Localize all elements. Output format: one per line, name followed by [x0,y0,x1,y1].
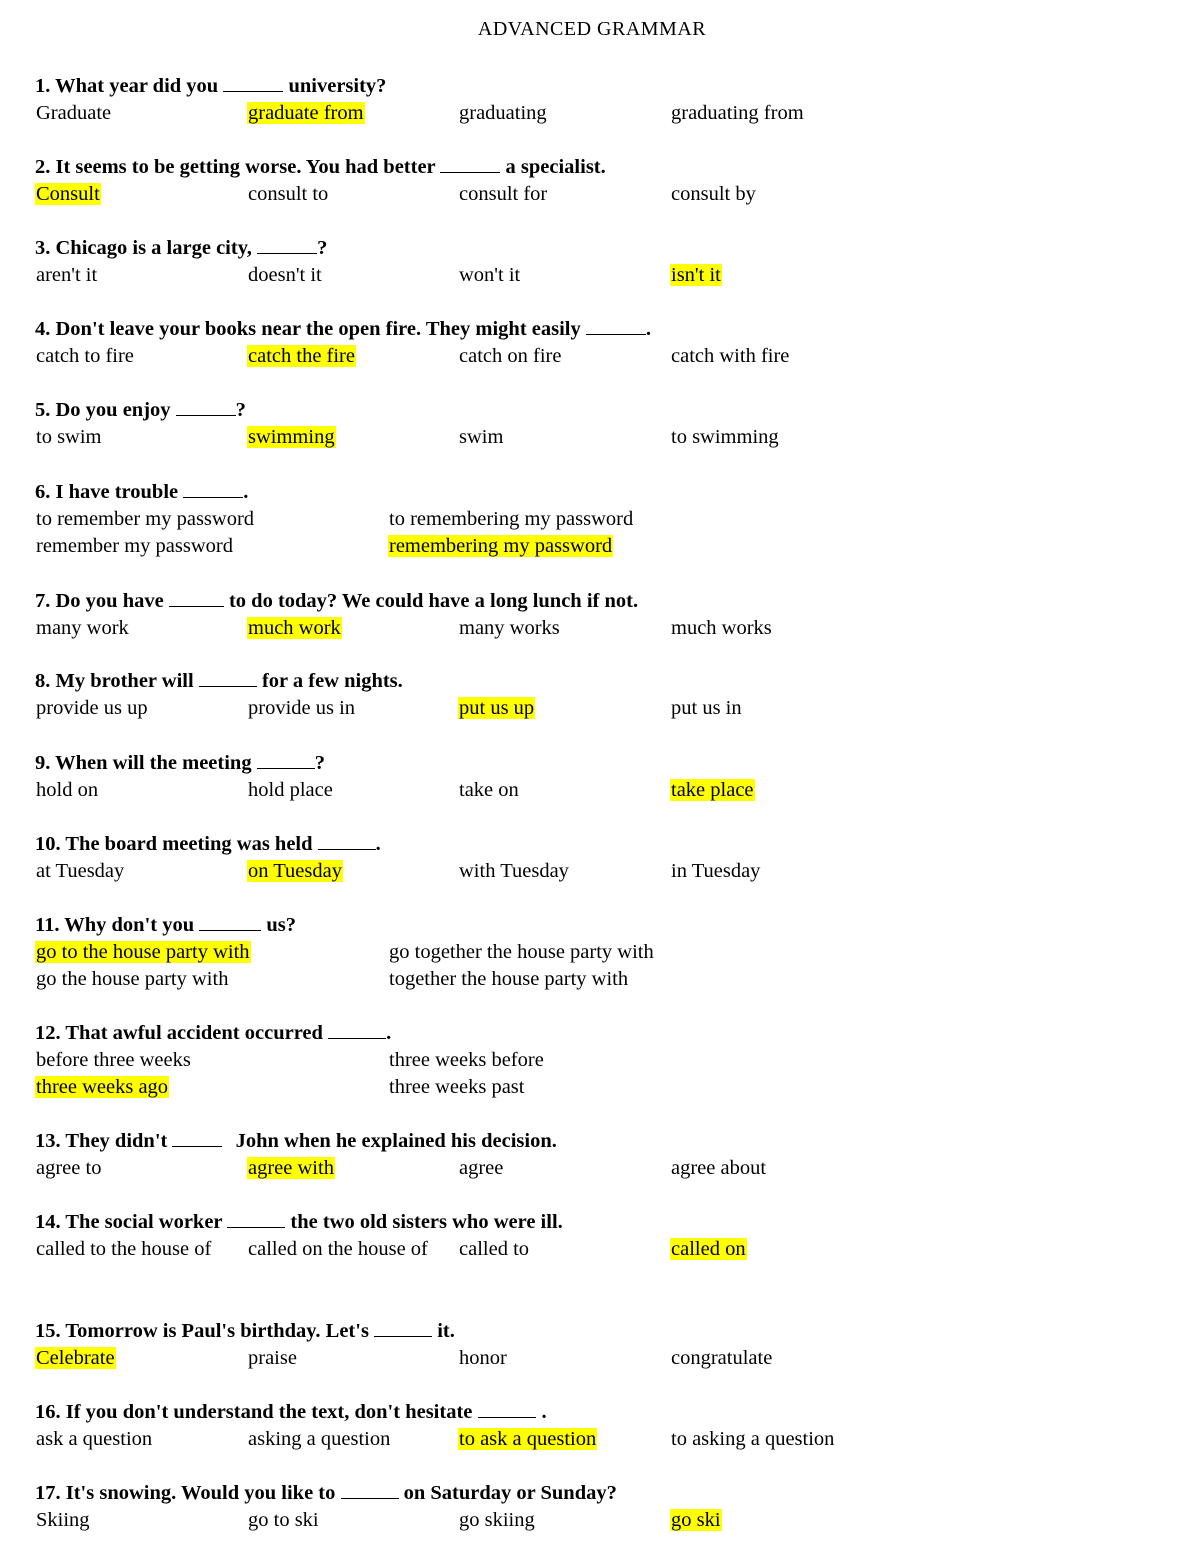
option-label: ask a question [36,1428,153,1450]
option [35,1047,192,1074]
option [670,1345,773,1372]
option-label: take on [459,779,519,801]
option [35,1155,102,1182]
option-row [35,506,1155,533]
option [247,1507,320,1534]
question-stem [35,1480,1155,1507]
question-text-end: . [375,833,381,855]
answer-blank [257,750,315,769]
option-correct [670,1507,722,1534]
question-text-start: 16. If you don't understand the text, don't hesitate [35,1401,478,1423]
option-label: Celebrate [36,1347,115,1369]
option-label: on Tuesday [248,860,342,882]
question-stem [35,73,1155,100]
option-label: before three weeks [36,1049,191,1071]
answer-blank [478,1399,536,1418]
option [247,695,356,722]
question-stem [35,750,1155,777]
question-stem [35,668,1155,695]
option-label: together the house party with [389,968,629,990]
question-text-end: . [645,318,651,340]
question-14 [35,1209,1155,1263]
question-11 [35,912,1155,993]
answer-blank [199,668,257,687]
option-row [35,1155,1155,1182]
question-text-start: 9. When will the meeting [35,752,257,774]
question-15 [35,1318,1155,1372]
option-correct [247,100,365,127]
option-label: go to the house party with [36,941,250,963]
answer-blank [586,316,646,335]
question-text-start: 13. They didn't [35,1130,173,1152]
option-label: hold place [248,779,333,801]
answer-blank [227,1209,285,1228]
question-text-end: ? [317,237,328,259]
option-label: much works [671,617,772,639]
option [388,966,629,993]
question-stem [35,831,1155,858]
option [35,1236,212,1263]
option-label: Graduate [36,102,112,124]
option-label: catch on fire [459,345,562,367]
question-text-start: 15. Tomorrow is Paul's birthday. Let's [35,1320,375,1342]
option-label: graduating from [671,102,804,124]
option-label: graduate from [248,102,364,124]
option-label: with Tuesday [459,860,569,882]
option-label: hold on [36,779,99,801]
option [35,506,255,533]
option-label: graduating [459,102,547,124]
option [458,1155,504,1182]
option-correct [670,1236,747,1263]
option-label: to swimming [671,426,779,448]
option [388,1047,545,1074]
question-text-end: on Saturday or Sunday? [398,1482,617,1504]
answer-blank [176,397,236,416]
option-label: catch with fire [671,345,790,367]
option [247,262,323,289]
option-label: praise [248,1347,297,1369]
question-text-end: it. [432,1320,455,1342]
question-16 [35,1399,1155,1453]
question-stem [35,1399,1155,1426]
option-label: at Tuesday [36,860,125,882]
option [35,100,112,127]
option-label: put us in [671,697,742,719]
option-label: remembering my password [389,535,613,557]
option-label: called on the house of [248,1238,428,1260]
option-row [35,1507,1155,1534]
answer-blank [341,1480,399,1499]
question-text-end: us? [261,914,297,936]
option [35,343,135,370]
question-stem [35,1209,1155,1236]
option-row [35,695,1155,722]
option-label: three weeks ago [36,1076,169,1098]
option-label: Consult [36,183,100,205]
question-stem [35,912,1155,939]
question-stem [35,588,1155,615]
option-label: go skiing [459,1509,535,1531]
question-text-end: university? [283,75,387,97]
option-label: swim [459,426,504,448]
option [247,1236,429,1263]
question-5 [35,397,1155,451]
option-correct [670,262,722,289]
option-correct [458,695,535,722]
option-label: to ask a question [459,1428,597,1450]
option [458,1345,508,1372]
option [458,1236,530,1263]
option-row [35,343,1155,370]
option [35,424,103,451]
answer-blank [169,588,224,607]
option [35,1426,153,1453]
option [35,695,149,722]
option [35,262,98,289]
question-text-end: . [541,1401,547,1423]
option-label: consult by [671,183,756,205]
option-row [35,1047,1155,1074]
option-correct [247,343,356,370]
option-label: three weeks before [389,1049,544,1071]
option [388,1074,525,1101]
option-label: called on [671,1238,746,1260]
option [247,1426,391,1453]
question-stem [35,154,1155,181]
question-13 [35,1128,1155,1182]
answer-blank [199,912,261,931]
option-row [35,777,1155,804]
question-text-start: 5. Do you enjoy [35,399,176,421]
question-8 [35,668,1155,722]
option-label: provide us up [36,697,148,719]
option-label: go to ski [248,1509,319,1531]
option-label: to remember my password [36,508,255,530]
option-row [35,966,1155,993]
option-correct [35,1345,116,1372]
answer-blank [318,831,376,850]
option-row [35,100,1155,127]
option-label: to remembering my password [389,508,634,530]
option-label: agree with [248,1157,334,1179]
option-label: asking a question [248,1428,391,1450]
option-label: catch the fire [248,345,355,367]
option-label: agree about [671,1157,767,1179]
answer-blank [374,1318,432,1337]
question-9 [35,750,1155,804]
option [458,1507,536,1534]
option-correct [247,858,343,885]
option-label: called to the house of [36,1238,212,1260]
option [458,181,548,208]
option-label: called to [459,1238,530,1260]
answer-blank [172,1128,222,1147]
option [35,615,130,642]
page-title: ADVANCED GRAMMAR [477,18,707,40]
question-text-end: . [243,481,249,503]
option [458,262,521,289]
question-text-start: 14. The social worker [35,1211,228,1233]
question-text-start: 12. That awful accident occurred [35,1022,329,1044]
option [670,343,790,370]
option [670,1155,767,1182]
option-row [35,1426,1155,1453]
question-text-start: 7. Do you have [35,590,169,612]
option-label: in Tuesday [671,860,761,882]
option-label: remember my password [36,535,233,557]
question-12 [35,1020,1155,1101]
option-correct [247,1155,335,1182]
question-text-end: John when he explained his decision. [230,1130,557,1152]
option-label: take place [671,779,754,801]
answer-blank [257,235,317,254]
option-row [35,939,1155,966]
option [35,533,234,560]
option-correct [35,181,101,208]
question-1 [35,73,1155,127]
option-label: aren't it [36,264,98,286]
option [458,615,561,642]
option-label: go together the house party with [389,941,654,963]
option-label: honor [459,1347,507,1369]
option-label: isn't it [671,264,721,286]
option-correct [247,424,336,451]
option-label: consult to [248,183,329,205]
option-row [35,424,1155,451]
option-label: to asking a question [671,1428,835,1450]
option [670,424,780,451]
question-text-end: a specialist. [500,156,606,178]
answer-blank [328,1020,386,1039]
question-text-start: 10. The board meeting was held [35,833,318,855]
option-row [35,262,1155,289]
option-label: catch to fire [36,345,134,367]
option [247,777,334,804]
option-label: three weeks past [389,1076,525,1098]
question-text-end: ? [314,752,325,774]
option-label: go ski [671,1509,721,1531]
option-correct [35,1074,169,1101]
answer-blank [183,479,243,498]
question-text-start: 6. I have trouble [35,481,184,503]
question-17 [35,1480,1155,1534]
option-label: provide us in [248,697,356,719]
option [247,181,329,208]
question-2 [35,154,1155,208]
option [35,777,99,804]
option [670,615,773,642]
option-label: congratulate [671,1347,773,1369]
question-text-start: 8. My brother will [35,670,199,692]
option [670,100,805,127]
option-row [35,615,1155,642]
option-label: agree to [36,1157,102,1179]
option-label: swimming [248,426,335,448]
question-text-start: 11. Why don't you [35,914,200,936]
option-correct [670,777,755,804]
question-stem [35,1020,1155,1047]
question-text-end: . [386,1022,392,1044]
option-row [35,533,1155,560]
question-stem [35,235,1155,262]
option-label: doesn't it [248,264,322,286]
question-10 [35,831,1155,885]
option-label: many work [36,617,129,639]
answer-blank [223,73,283,92]
option-row [35,858,1155,885]
question-stem [35,1128,1155,1155]
option-row [35,1345,1155,1372]
question-stem [35,1318,1155,1345]
option [458,100,548,127]
option [670,1426,835,1453]
question-text-start: 1. What year did you [35,75,224,97]
question-7 [35,588,1155,642]
option-row [35,1074,1155,1101]
question-4 [35,316,1155,370]
option [35,1507,91,1534]
option-correct [247,615,342,642]
option-label: agree [459,1157,504,1179]
question-text-end: ? [235,399,246,421]
option-label: consult for [459,183,548,205]
option-correct [35,939,251,966]
option-label: put us up [459,697,535,719]
option-correct [388,533,613,560]
question-text-end: for a few nights. [256,670,403,692]
question-text-end: the two old sisters who were ill. [285,1211,563,1233]
option-row [35,1236,1155,1263]
option-correct [458,1426,597,1453]
answer-blank [440,154,500,173]
question-text-start: 3. Chicago is a large city, [35,237,258,259]
option [670,695,743,722]
question-stem [35,479,1155,506]
option [670,181,757,208]
question-text-start: 2. It seems to be getting worse. You had better [35,156,441,178]
option-label: won't it [459,264,521,286]
option [458,858,570,885]
option-row [35,181,1155,208]
option-label: Skiing [36,1509,90,1531]
question-stem [35,316,1155,343]
question-text-start: 17. It's snowing. Would you like to [35,1482,341,1504]
question-stem [35,397,1155,424]
option [247,1345,298,1372]
question-3 [35,235,1155,289]
option [670,858,761,885]
option-label: much work [248,617,341,639]
option [35,966,229,993]
option-label: go the house party with [36,968,229,990]
option [458,343,562,370]
option [458,424,504,451]
option [35,858,125,885]
option [388,506,634,533]
option [458,777,520,804]
question-6 [35,479,1155,560]
option-label: to swim [36,426,102,448]
option-label: many works [459,617,560,639]
option [388,939,655,966]
question-text-start: 4. Don't leave your books near the open fire. They might easily [35,318,586,340]
question-text-end: to do today? We could have a long lunch if not. [223,590,639,612]
